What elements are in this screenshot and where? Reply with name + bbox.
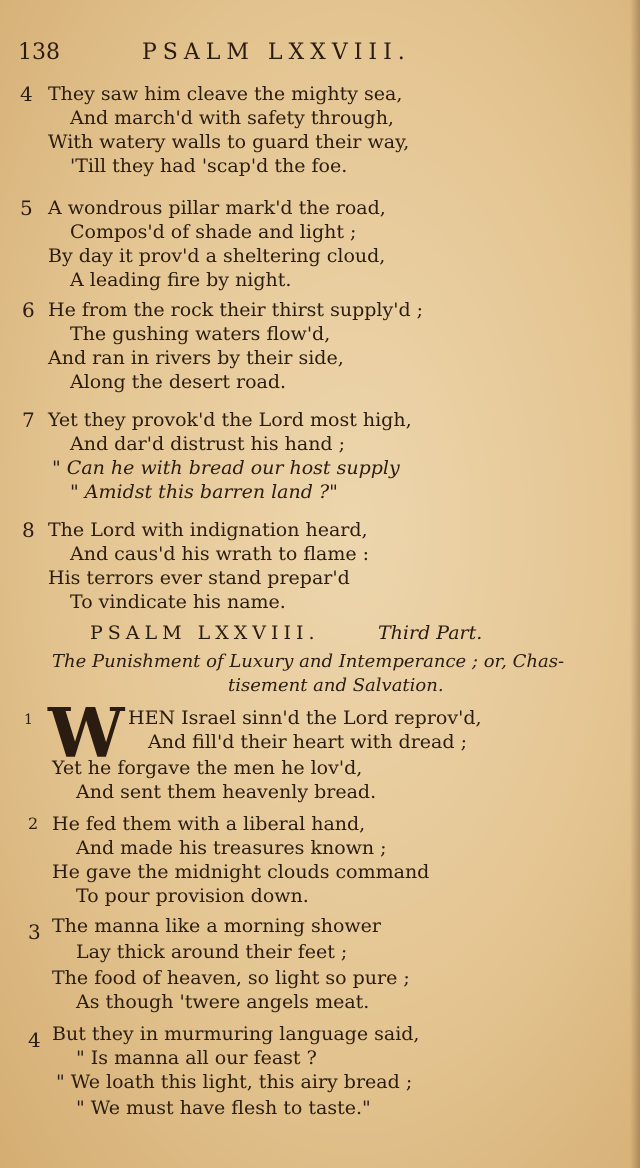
verse-line: A wondrous pillar mark'd the road,: [48, 197, 386, 219]
verse-line: To vindicate his name.: [70, 591, 286, 613]
verse-line: He from the rock their thirst supply'd ;: [48, 299, 424, 321]
stanza-number: 3: [28, 920, 41, 944]
stanza-number: 8: [22, 518, 35, 542]
verse-line: Compos'd of shade and light ;: [70, 221, 357, 243]
verse-line: " We loath this light, this airy bread ;: [56, 1071, 413, 1093]
verse-line: With watery walls to guard their way,: [48, 131, 410, 153]
section-title: PSALM LXXVIII.: [90, 622, 320, 644]
verse-line: They saw him cleave the mighty sea,: [48, 83, 403, 105]
stanza-number: 5: [20, 196, 33, 220]
stanza-number: 6: [22, 298, 35, 322]
verse-line-italic: " Amidst this barren land ?": [70, 481, 338, 503]
verse-line: HEN Israel sinn'd the Lord reprov'd,: [128, 707, 482, 729]
verse-line: " We must have flesh to taste.": [76, 1097, 371, 1119]
stanza-number: 4: [20, 82, 33, 106]
verse-line: A leading fire by night.: [70, 269, 292, 291]
verse-line: And ran in rivers by their side,: [48, 347, 344, 369]
verse-line: And fill'd their heart with dread ;: [148, 731, 467, 753]
page-number: 138: [18, 40, 60, 65]
verse-line: Lay thick around their feet ;: [76, 941, 348, 963]
verse-line: The manna like a morning shower: [52, 915, 382, 937]
page-edge-shadow: [630, 0, 640, 1168]
section-part-label: Third Part.: [378, 622, 483, 644]
stanza-number: 1: [24, 712, 33, 728]
verse-line: To pour provision down.: [76, 885, 309, 907]
verse-line: Along the desert road.: [70, 371, 287, 393]
verse-line-italic: " Can he with bread our host supply: [52, 457, 400, 479]
verse-line: He fed them with a liberal hand,: [52, 813, 366, 835]
verse-line: And made his treasures known ;: [76, 837, 387, 859]
verse-line: The Lord with indignation heard,: [48, 519, 368, 541]
verse-line: Yet he forgave the men he lov'd,: [52, 757, 363, 779]
verse-line: Yet they provok'd the Lord most high,: [48, 409, 412, 431]
section-subtitle: tisement and Salvation.: [228, 675, 444, 696]
running-title: PSALM LXXVIII.: [142, 40, 411, 65]
section-subtitle: The Punishment of Luxury and Intemperance ; or, Chas-: [52, 651, 565, 672]
verse-line: " Is manna all our feast ?: [76, 1047, 317, 1069]
verse-line: And dar'd distrust his hand ;: [70, 433, 346, 455]
verse-line: And march'd with safety through,: [70, 107, 394, 129]
verse-line: And sent them heavenly bread.: [76, 781, 377, 803]
verse-line: His terrors ever stand prepar'd: [48, 567, 350, 589]
verse-line: By day it prov'd a sheltering cloud,: [48, 245, 386, 267]
stanza-number: 4: [28, 1028, 41, 1052]
stanza-number: 7: [22, 408, 35, 432]
verse-line: 'Till they had 'scap'd the foe.: [70, 155, 348, 177]
stanza-number: 2: [28, 814, 39, 833]
verse-line: As though 'twere angels meat.: [76, 991, 370, 1013]
verse-line: But they in murmuring language said,: [52, 1023, 420, 1045]
verse-line: He gave the midnight clouds command: [52, 861, 430, 883]
verse-line: The gushing waters flow'd,: [70, 323, 331, 345]
verse-line: And caus'd his wrath to flame :: [70, 543, 370, 565]
verse-line: The food of heaven, so light so pure ;: [52, 967, 410, 989]
drop-cap: W: [48, 694, 125, 774]
